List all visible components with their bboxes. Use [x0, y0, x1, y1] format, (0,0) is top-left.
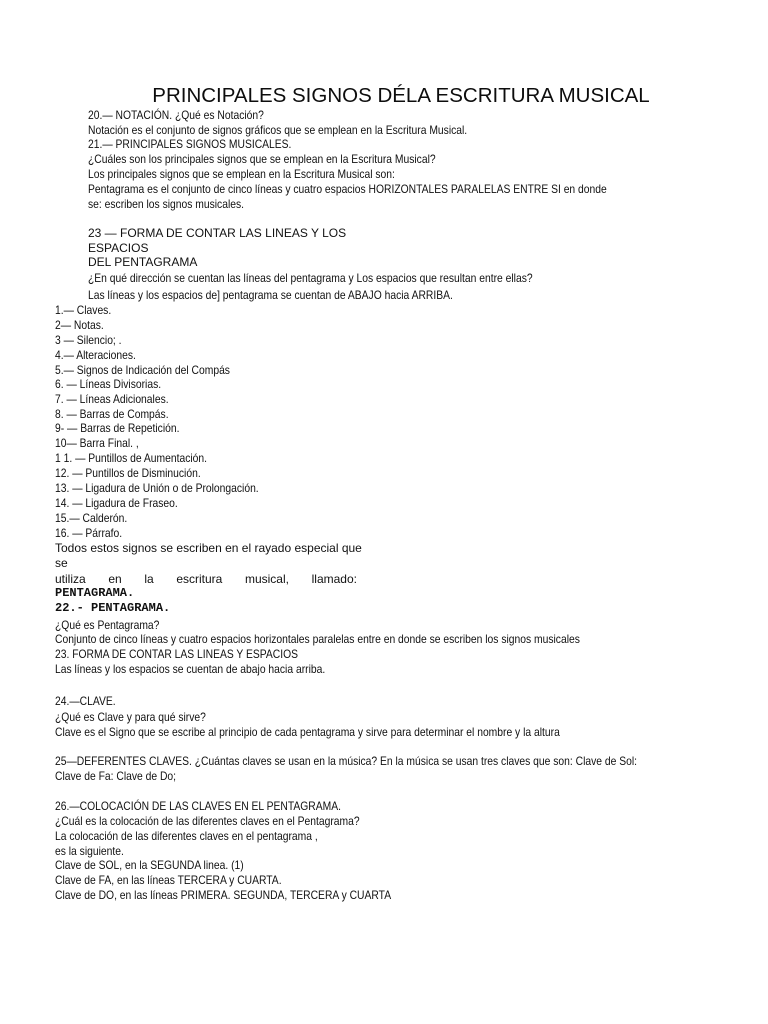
signos-question: ¿Cuáles son los principales signos que se emplean en la Escritura Musical? [88, 152, 436, 166]
list-item: 1.— Claves. [55, 303, 112, 317]
todos-line-2: se [55, 556, 68, 570]
pentagrama-question: ¿Qué es Pentagrama? [55, 618, 160, 632]
clave-question: ¿Qué es Clave y para qué sirve? [55, 710, 206, 724]
signos-answer-1: Los principales signos que se emplean en la Escritura Musical son: [88, 167, 395, 181]
colocacion-heading: 26.—COLOCACIÓN DE LAS CLAVES EN EL PENTAGRAMA. [55, 799, 341, 813]
page-title: PRINCIPALES SIGNOS DÉLA ESCRITURA MUSICAL [152, 84, 650, 107]
diferentes-line-2: Clave de Fa: Clave de Do; [55, 769, 177, 783]
colocacion-answer-1: La colocación de las diferentes claves en el pentagrama , [55, 829, 318, 843]
list-item: 1 1. — Puntillos de Aumentación. [55, 451, 208, 465]
colocacion-answer-2: es la siguiente. [55, 844, 124, 858]
list-item: 8. — Barras de Compás. [55, 407, 169, 421]
notacion-answer: Notación es el conjunto de signos gráficos que se emplean en la Escritura Musical. [88, 123, 468, 137]
colocacion-answer-3: Clave de SOL, en la SEGUNDA linea. (1) [55, 858, 244, 872]
signos-heading: 21.— PRINCIPALES SIGNOS MUSICALES. [88, 137, 292, 151]
pentagrama-heading-2: 23. FORMA DE CONTAR LAS LINEAS Y ESPACIOS [55, 647, 298, 661]
list-item: 4.— Alteraciones. [55, 348, 136, 362]
colocacion-answer-5: Clave de DO, en las líneas PRIMERA. SEGUNDA, TERCERA y CUARTA [55, 888, 392, 902]
pentagrama-answer-2: Las líneas y los espacios se cuentan de abajo hacia arriba. [55, 662, 326, 676]
contar-heading-1: 23 — FORMA DE CONTAR LAS LINEAS Y LOS [88, 226, 347, 240]
list-item: 7. — Líneas Adicionales. [55, 392, 169, 406]
list-item: 10— Barra Final. , [55, 436, 139, 450]
pentagrama-answer: Conjunto de cinco líneas y cuatro espacios horizontales paralelas entre en donde se escriben los signos musicales [55, 632, 580, 646]
list-item: 5.— Signos de Indicación del Compás [55, 363, 230, 377]
list-item: 6. — Líneas Divisorias. [55, 377, 162, 391]
pentagrama-heading: 22.- PENTAGRAMA. [55, 601, 171, 615]
todos-line-4: PENTAGRAMA. [55, 586, 135, 600]
list-item: 12. — Puntillos de Disminución. [55, 466, 201, 480]
list-item: 9- — Barras de Repetición. [55, 421, 180, 435]
list-item: 13. — Ligadura de Unión o de Prolongación. [55, 481, 259, 495]
contar-heading-3: DEL PENTAGRAMA [88, 255, 198, 269]
diferentes-line-1: 25—DEFERENTES CLAVES. ¿Cuántas claves se usan en la música? En la música se usan tres claves que son: Clave de Sol: [55, 754, 638, 768]
contar-answer: Las líneas y los espacios de] pentagrama se cuentan de ABAJO hacia ARRIBA. [88, 288, 453, 302]
todos-word: musical, [244, 572, 289, 586]
todos-line-1: Todos estos signos se escriben en el rayado especial que [55, 541, 362, 555]
todos-word: en [108, 572, 122, 586]
todos-word: llamado: [311, 572, 357, 586]
list-item: 15.— Calderón. [55, 511, 128, 525]
clave-heading: 24.—CLAVE. [55, 694, 116, 708]
clave-answer: Clave es el Signo que se escribe al principio de cada pentagrama y sirve para determinar el nombre y la altura [55, 725, 560, 739]
list-item: 2— Notas. [55, 318, 104, 332]
todos-word: escritura [176, 572, 223, 586]
colocacion-answer-4: Clave de FA, en las líneas TERCERA y CUARTA. [55, 873, 282, 887]
signos-answer-2: Pentagrama es el conjunto de cinco líneas y cuatro espacios HORIZONTALES PARALELAS ENTRE SI en donde [88, 182, 607, 196]
list-item: 3 — Silencio; . [55, 333, 122, 347]
colocacion-question: ¿Cuál es la colocación de las diferentes claves en el Pentagrama? [55, 814, 360, 828]
list-item: 16. — Párrafo. [55, 526, 123, 540]
notacion-question: 20.— NOTACIÓN. ¿Qué es Notación? [88, 108, 264, 122]
todos-word: la [144, 572, 154, 586]
signos-answer-3: se: escriben los signos musicales. [88, 197, 245, 211]
todos-line-3 [55, 572, 357, 586]
contar-question: ¿En qué dirección se cuentan las líneas del pentagrama y Los espacios que resultan entre ellas? [88, 271, 533, 285]
todos-word: utiliza [55, 572, 86, 586]
contar-heading-2: ESPACIOS [88, 241, 149, 255]
list-item: 14. — Ligadura de Fraseo. [55, 496, 178, 510]
